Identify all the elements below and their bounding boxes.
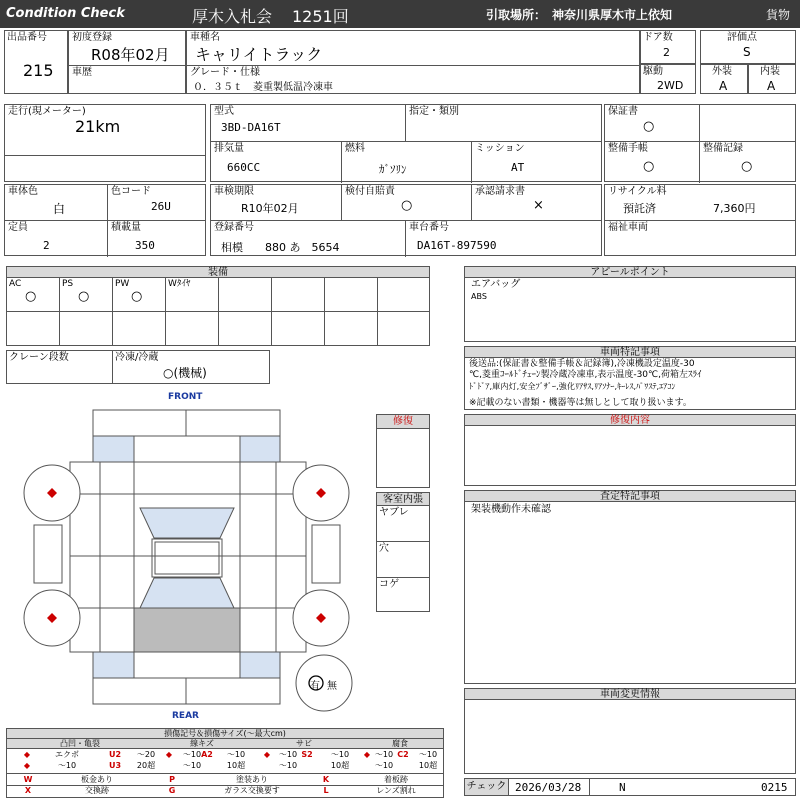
spare-tire-circle [296, 655, 352, 711]
diamond-icon: ◆ [23, 750, 31, 759]
divider [211, 141, 601, 142]
diagram-rear-right-corner [240, 652, 280, 678]
chassis-value: DA16T-897590 [417, 239, 497, 252]
legend-desc: レンズ割れ [376, 786, 416, 795]
displacement-value: 660CC [227, 161, 261, 174]
legend-code: U2 [108, 750, 122, 759]
divider [59, 278, 60, 345]
divider [377, 541, 429, 542]
legend-cell: ～10 [57, 761, 77, 770]
special-notes-panel [464, 346, 796, 410]
check-label: チェック [465, 779, 509, 795]
diagram-cargo-bed [134, 608, 240, 652]
divider [405, 220, 406, 257]
legend-cell: ～20 [136, 750, 156, 759]
cross-icon: ◆ [23, 761, 31, 770]
pickup-place: 神奈川県厚木市上依知 [552, 8, 673, 22]
diagram-right-mirror [312, 525, 340, 583]
drive-value: 2WD [657, 79, 684, 92]
rear-label: REAR [172, 711, 199, 721]
interior-cell [748, 64, 796, 94]
manual-label: 整備手帳 [608, 143, 648, 154]
check-date: 2026/03/28 [515, 781, 582, 794]
divider [605, 141, 795, 142]
legend-cell: エクボ [55, 750, 79, 759]
grade-label: グレード・仕様 [190, 67, 260, 78]
legend-cell: ～10 [374, 750, 394, 759]
crane-freezer-panel [6, 350, 270, 384]
inspection-value: R10年02月 [241, 202, 299, 215]
diagram-rear-left-corner [93, 652, 134, 678]
legend-code: S2 [301, 750, 313, 759]
record-value: ○ [741, 159, 753, 174]
diagram-roof-inner [155, 542, 219, 574]
spare-tire-yes: 有 [310, 681, 320, 692]
diagram-left-mirror [34, 525, 62, 583]
lot-number: 215 [23, 61, 54, 80]
equipment-title: 装備 [7, 267, 429, 278]
special-note-line: ﾄﾞﾄﾞｱ,庫内灯,安全ﾌﾞｻﾞｰ,強化ﾘｱｻｽ,ﾘｱｿﾅｰ,ｷｰﾚｽ,ﾊﾟﾜｽﾃ,ｴｱｺﾝ [469, 381, 676, 391]
freezer-value: ○(機械) [163, 366, 207, 380]
diagram-roof [152, 539, 222, 577]
exterior-label: 外装 [712, 66, 732, 77]
equip-pw-value: ○ [131, 289, 143, 304]
diamond-icon: ◆ [165, 750, 173, 759]
divider [211, 220, 601, 221]
auction-session: 1251回 [292, 7, 349, 26]
equip-ac-value: ○ [25, 289, 37, 304]
vehicle-diagram [0, 400, 376, 712]
car-name-cell [186, 30, 640, 94]
diamond-icon: ◆ [363, 750, 371, 759]
assessment-panel [464, 490, 796, 684]
special-note-line: ℃,菱重ｺｰﾙﾄﾞﾁｪｰﾝ製冷蔵冷凍車,表示温度-30℃,荷箱左ｽﾗｲ [469, 370, 702, 380]
exterior-value: A [719, 79, 728, 93]
legend-cell: ～10 [278, 761, 298, 770]
exterior-cell [700, 64, 748, 94]
divider [112, 351, 113, 383]
mileage-label: 走行(現メーター) [8, 106, 86, 117]
manual-value: ○ [643, 159, 655, 174]
legend-desc: 板金あり [81, 775, 113, 784]
repair-content-title: 修復内容 [465, 415, 795, 426]
divider [271, 278, 272, 345]
legend-title: 損傷記号＆損傷サイズ(～最大cm) [7, 729, 443, 739]
brand-label: Condition Check [6, 6, 125, 21]
divider [471, 185, 472, 221]
cabin-box [376, 492, 430, 612]
legend-group-corrosion: 腐食 [392, 739, 408, 748]
equip-ac-label: AC [9, 279, 22, 289]
cabin-item-burn: コゲ [379, 579, 399, 590]
legend-desc: ガラス交換要す [224, 786, 280, 795]
legend-cell: ～10 [182, 761, 202, 770]
divider [165, 278, 166, 345]
lot-number-cell [4, 30, 68, 94]
diagram-windshield [140, 508, 234, 538]
legend-cell: 10超 [330, 761, 350, 770]
legend-code: A2 [201, 750, 213, 759]
car-name-value: キャリイトラック [195, 45, 323, 64]
drive-cell [640, 64, 696, 94]
divider [324, 278, 325, 345]
model-label: 型式 [214, 106, 234, 117]
assessment-title: 査定特記事項 [465, 491, 795, 502]
plate-value: 相模 880 あ 5654 [221, 241, 340, 254]
spare-tire-none: 無 [327, 681, 337, 692]
divider [377, 577, 429, 578]
color-code-label: 色コード [111, 186, 151, 197]
assessment-text: 架装機動作未確認 [471, 504, 551, 515]
divider [69, 65, 185, 66]
divider [471, 141, 472, 183]
legend-desc: 塗装あり [236, 775, 268, 784]
rating-label: 評価点 [727, 32, 757, 43]
legend-group-scratch: 線キズ [190, 739, 214, 748]
capacity-label: 定員 [8, 222, 28, 233]
legend-group-rust: サビ [296, 739, 312, 748]
divider [589, 779, 590, 795]
model-value: 3BD-DA16T [221, 121, 281, 134]
legend-group-dent: 凸凹・亀裂 [60, 739, 100, 748]
recycle-block [604, 184, 796, 256]
divider [107, 185, 108, 257]
check-code: N [619, 781, 626, 794]
repair-box [376, 414, 430, 488]
displacement-label: 排気量 [214, 143, 244, 154]
doors-cell [640, 30, 696, 64]
divider [377, 278, 378, 345]
diagram-rear-window [140, 578, 234, 608]
divider [5, 155, 205, 156]
check-number: 0215 [761, 781, 788, 794]
freezer-label: 冷凍/冷蔵 [115, 352, 159, 363]
change-info-title: 車両変更情報 [465, 689, 795, 700]
diagram-front-left-corner [93, 436, 134, 462]
repair-content-panel [464, 414, 796, 486]
divider [112, 278, 113, 345]
interior-label: 内装 [760, 66, 780, 77]
self-inspection-label: 検付自賠責 [345, 186, 395, 197]
doors-value: 2 [663, 46, 670, 59]
inspection-block [210, 184, 602, 256]
fuel-label: 燃料 [345, 143, 365, 154]
divider [187, 65, 639, 66]
first-reg-value: R08年02月 [91, 46, 170, 64]
cabin-title: 客室内張 [377, 493, 429, 506]
approval-value: × [533, 198, 544, 213]
mileage-cell [4, 104, 206, 182]
fuel-value: ｶﾞｿﾘﾝ [379, 163, 407, 176]
recycle-label: リサイクル料 [608, 186, 667, 197]
first-reg-label: 初度登録 [72, 32, 112, 43]
legend-cell: ～10 [330, 750, 350, 759]
color-label: 車体色 [8, 186, 38, 197]
special-notes-title: 車両特記事項 [465, 347, 795, 358]
divider [218, 278, 219, 345]
legend-desc: 着板跡 [384, 775, 408, 784]
welfare-label: 福祉車両 [608, 222, 648, 233]
legend-code: P [169, 775, 175, 784]
self-inspection-value: ○ [401, 198, 413, 213]
equipment-panel [6, 266, 430, 346]
repair-title: 修復 [377, 415, 429, 429]
legend-code: X [24, 786, 32, 795]
appeal-line: ABS [471, 292, 487, 301]
change-info-panel [464, 688, 796, 774]
legend-code: L [323, 786, 329, 795]
record-label: 整備記録 [703, 143, 743, 154]
crane-label: クレーン段数 [9, 352, 69, 363]
legend-cell: ～10 [182, 750, 202, 759]
cabin-item-hole: 穴 [379, 543, 389, 554]
diagram-tailgate [134, 652, 240, 678]
divider [699, 105, 700, 183]
legend-code: G [168, 786, 176, 795]
capacity-value: 2 [43, 239, 50, 252]
warranty-label: 保証書 [608, 106, 638, 117]
special-note-line: ※記載のない書類・機器等は無しとして取り扱います。 [469, 398, 692, 408]
equip-ps-label: PS [62, 279, 74, 289]
grade-value: ０．３５ｔ 菱重製低温冷凍車 [193, 82, 333, 93]
legend-cell: 10超 [226, 761, 246, 770]
damage-legend [6, 728, 444, 798]
rating-cell [700, 30, 796, 64]
auction-name: 厚木入札会 [192, 7, 273, 26]
appeal-title: アピールポイント [465, 267, 795, 278]
front-label: FRONT [168, 392, 203, 402]
diagram-hood [134, 436, 240, 462]
legend-desc: 交換跡 [85, 786, 109, 795]
car-name-label: 車種名 [190, 32, 220, 43]
equip-wtire-label: Wﾀｲﾔ [168, 279, 191, 289]
divider [341, 141, 342, 183]
rating-value: S [743, 45, 751, 59]
special-note-line: 後送品:(保証書＆整備手帳＆記録簿),冷凍機設定温度-30 [469, 359, 695, 369]
legend-cell: 20超 [136, 761, 156, 770]
legend-code: K [322, 775, 330, 784]
legend-cell: ～10 [226, 750, 246, 759]
legend-code: C2 [397, 750, 409, 759]
approval-label: 承認請求書 [475, 186, 525, 197]
divider [5, 220, 205, 221]
first-registration-cell [68, 30, 186, 94]
warranty-value: ○ [643, 119, 655, 134]
doors-label: ドア数 [643, 32, 673, 43]
recycle-fee: 7,360円 [713, 202, 756, 215]
check-footer [464, 778, 796, 796]
vehicle-category: 貨物 [766, 8, 791, 22]
equip-ps-value: ○ [78, 289, 90, 304]
color-value: 白 [53, 202, 66, 216]
appeal-panel [464, 266, 796, 342]
appeal-line: エアバッグ [471, 279, 521, 290]
load-label: 積載量 [111, 222, 141, 233]
interior-value: A [767, 79, 776, 93]
history-label: 車歴 [72, 67, 92, 78]
color-block [4, 184, 206, 256]
diamond-icon: ◆ [263, 750, 271, 759]
legend-cell: ～10 [374, 761, 394, 770]
legend-code: U3 [108, 761, 122, 770]
mission-label: ミッション [475, 143, 525, 154]
color-code-value: 26U [151, 200, 171, 213]
designation-label: 指定・類別 [409, 106, 459, 117]
model-block [210, 104, 602, 182]
lot-number-label: 出品番号 [7, 32, 47, 43]
pickup-label: 引取場所： [486, 8, 547, 22]
equip-pw-label: PW [115, 279, 130, 289]
chassis-label: 車台番号 [409, 222, 449, 233]
drive-label: 駆動 [643, 66, 663, 77]
cabin-item-tear: ヤブレ [379, 507, 409, 518]
legend-code: W [23, 775, 33, 784]
diagram-front-right-corner [240, 436, 280, 462]
divider [605, 220, 795, 221]
header-banner [0, 0, 800, 28]
divider [405, 105, 406, 141]
mission-value: AT [511, 161, 525, 174]
plate-label: 登録番号 [214, 222, 254, 233]
legend-cell: ～10 [278, 750, 298, 759]
divider [7, 773, 443, 774]
inspection-label: 車検期限 [214, 186, 254, 197]
recycle-status: 預託済 [623, 202, 656, 215]
mileage-value: 21km [75, 117, 121, 136]
documents-block [604, 104, 796, 182]
legend-cell: ～10 [418, 750, 438, 759]
load-value: 350 [135, 239, 155, 252]
divider [341, 185, 342, 221]
legend-cell: 10超 [418, 761, 438, 770]
